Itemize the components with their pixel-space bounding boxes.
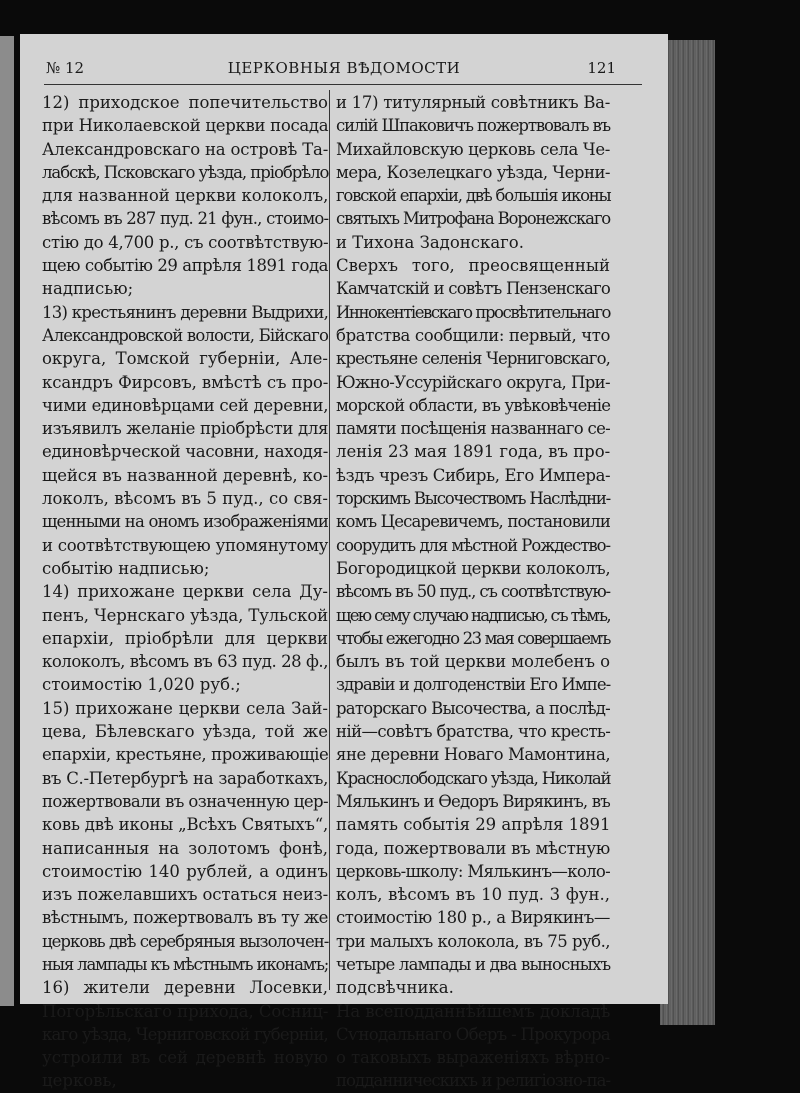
text-line: щейся въ названной деревнѣ, ко-: [42, 465, 328, 485]
text-line: говской епархіи, двѣ большія иконы: [336, 186, 611, 206]
text-line: цева, Бѣлевскаго уѣзда, той же: [42, 722, 328, 742]
text-line: ныя лампады къ мѣстнымъ иконамъ;: [42, 954, 329, 974]
text-line: колоколъ, вѣсомъ въ 63 пуд. 28 ф.,: [42, 652, 328, 672]
text-line: епархіи, пріобрѣли для церкви: [42, 628, 328, 648]
text-line: подданническихъ и религіозно-па-: [336, 1071, 611, 1091]
text-line: яне деревни Новаго Мамонтина,: [336, 745, 611, 765]
text-line: стію до 4,700 р., съ соотвѣтствую-: [42, 232, 329, 252]
text-line: чтобы ежегодно 23 мая совершаемъ: [336, 628, 610, 648]
text-line: и Тихона Задонскаго.: [336, 232, 524, 252]
text-line: ковь двѣ иконы „Всѣхъ Святыхъ“,: [42, 815, 329, 835]
text-line: года, пожертвовали въ мѣстную: [336, 838, 610, 858]
text-line: соорудить для мѣстной Рождество-: [336, 535, 610, 555]
text-line: единовѣрческой часовни, находя-: [42, 442, 328, 462]
text-line: Александровской волости, Бійскаго: [42, 325, 328, 345]
text-line: 13) крестьянинъ деревни Выдрихи,: [42, 302, 329, 322]
book-left-edge: [0, 36, 14, 1006]
text-line: щею событію 29 апрѣля 1891 года: [42, 256, 328, 276]
text-line: 16) жители деревни Лосевки,: [42, 978, 328, 998]
text-line: при Николаевской церкви посада: [42, 116, 329, 136]
page-number: 121: [587, 59, 616, 77]
text-line: пенъ, Чернскаго уѣзда, Тульской: [42, 605, 328, 625]
text-line: въ С.-Петербургѣ на заработкахъ,: [42, 768, 328, 788]
text-line: 14) прихожане церкви села Ду-: [42, 582, 328, 602]
text-line: о таковыхъ выраженіяхъ вѣрно-: [336, 1048, 610, 1068]
text-line: лабскѣ, Псковскаго уѣзда, пріобрѣло: [42, 162, 329, 182]
left-column: [42, 91, 328, 1093]
text-line: памяти посѣщенія названнаго се-: [336, 419, 610, 439]
text-line: вѣсомъ въ 287 пуд. 21 фун., стоимо-: [42, 209, 329, 229]
text-line: вѣсомъ въ 50 пуд., съ соотвѣтствую-: [336, 582, 610, 602]
text-line: пожертвовали въ означенную цер-: [42, 791, 328, 811]
text-line: Погорѣльскаго прихода, Сосниц-: [42, 1001, 329, 1021]
text-line: здравіи и долгоденствіи Его Импе-: [336, 675, 611, 695]
text-line: вѣстнымъ, пожертвовалъ въ ту же: [42, 908, 328, 928]
text-line: мера, Козелецкаго уѣзда, Черни-: [336, 162, 610, 182]
text-line: подсвѣчника.: [336, 978, 454, 998]
text-line: чими единовѣрцами сей деревни,: [42, 395, 329, 415]
column-divider: [329, 90, 330, 990]
text-line: комъ Цесаревичемъ, постановили: [336, 512, 610, 532]
text-line: устроили въ сей деревнѣ новую: [42, 1048, 328, 1068]
text-line: церковь двѣ серебряныя вызолочен-: [42, 931, 329, 951]
text-line: силій Шпаковичъ пожертвовалъ въ: [336, 116, 611, 136]
text-line: Краснослободскаго уѣзда, Николай: [336, 768, 611, 788]
text-line: колъ, вѣсомъ въ 10 пуд. 3 фун.,: [336, 885, 610, 905]
journal-title: ЦЕРКОВНЫЯ ВѢДОМОСТИ: [227, 59, 461, 77]
text-line: На всеподданнѣйшемъ докладѣ: [336, 1001, 611, 1021]
text-line: изъявилъ желаніе пріобрѣсти для: [42, 419, 328, 439]
text-line: стоимостію 180 р., а Вирякинъ—: [336, 908, 610, 928]
text-line: 12) приходское попечительство: [42, 93, 328, 112]
header-rule: [44, 84, 642, 85]
text-line: былъ въ той церкви молебенъ о: [336, 652, 610, 672]
text-line: Александровскаго на островѣ Та-: [42, 139, 329, 159]
text-line: морской области, въ увѣковѣченіе: [336, 395, 611, 415]
text-line: память событія 29 апрѣля 1891: [336, 815, 611, 835]
text-line: ѣздъ чрезъ Сибирь, Его Импера-: [336, 465, 611, 485]
text-line: округа, Томской губерніи, Але-: [42, 349, 328, 369]
text-line: святыхъ Митрофана Воронежскаго: [336, 209, 611, 229]
text-line: 15) прихожане церкви села Зай-: [42, 698, 328, 718]
text-line: и соотвѣтствующею упомянутому: [42, 535, 328, 555]
text-line: написанныя на золотомъ фонѣ,: [42, 838, 328, 858]
text-line: церковь,: [42, 1071, 117, 1091]
text-line: Камчатскій и совѣтъ Пензенскаго: [336, 279, 610, 299]
text-line: ленія 23 мая 1891 года, въ про-: [336, 442, 611, 462]
text-line: Сверхъ того, преосвященный: [336, 256, 610, 276]
text-line: и 17) титулярный совѣтникъ Ва-: [336, 93, 610, 112]
text-line: ній—совѣтъ братства, что кресть-: [336, 722, 611, 742]
text-line: щенными на ономъ изображеніями: [42, 512, 328, 532]
book-page: [20, 34, 668, 1091]
text-line: четыре лампады и два выносныхъ: [336, 954, 611, 974]
page-stack-edge: [660, 40, 715, 1025]
text-line: каго уѣзда, Черниговской губерніи,: [42, 1024, 328, 1044]
text-line: Михайловскую церковь села Че-: [336, 139, 610, 159]
text-line: ксандръ Фирсовъ, вмѣстѣ съ про-: [42, 372, 329, 392]
text-line: епархіи, крестьяне, проживающіе: [42, 745, 329, 765]
running-head: [20, 58, 668, 80]
text-line: три малыхъ колокола, въ 75 руб.,: [336, 931, 610, 951]
text-line: стоимостію 1,020 руб.;: [42, 675, 241, 695]
text-line: торскимъ Высочествомъ Наслѣдни-: [336, 489, 610, 509]
issue-number: № 12: [46, 59, 85, 77]
text-line: изъ пожелавшихъ остаться неиз-: [42, 885, 329, 905]
text-line: Южно-Уссурійскаго округа, При-: [336, 372, 610, 392]
text-line: щею сему случаю надписью, съ тѣмъ,: [336, 605, 611, 625]
text-line: надписью;: [42, 279, 134, 299]
text-line: Богородицкой церкви колоколъ,: [336, 558, 611, 578]
text-line: братства сообщили: первый, что: [336, 325, 611, 345]
text-line: крестьяне селенія Черниговскаго,: [336, 349, 610, 369]
text-line: раторскаго Высочества, а послѣд-: [336, 698, 610, 718]
text-line: Иннокентіевскаго просвѣтительнаго: [336, 302, 610, 322]
text-line: стоимостію 140 рублей, а одинъ: [42, 861, 328, 881]
text-line: Мялькинъ и Ѳедоръ Вирякинъ, въ: [336, 791, 610, 811]
right-column: [336, 91, 610, 1093]
text-line: церковь-школу: Мялькинъ—коло-: [336, 861, 610, 881]
text-line: локолъ, вѣсомъ въ 5 пуд., со свя-: [42, 489, 328, 509]
text-line: Сѵнодальнаго Оберъ - Прокурора: [336, 1024, 611, 1044]
text-line: событію надписью;: [42, 558, 210, 578]
text-line: для названной церкви колоколъ,: [42, 186, 329, 206]
